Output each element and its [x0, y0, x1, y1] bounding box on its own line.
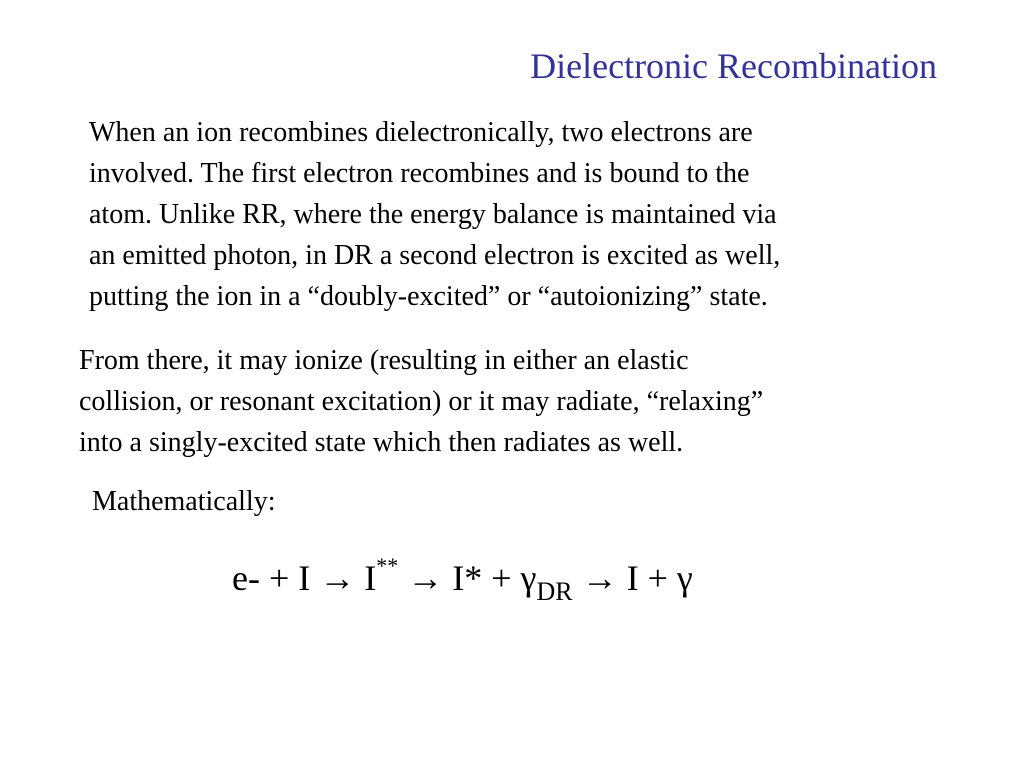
paragraph-line: When an ion recombines dielectronically, two electrons are: [89, 117, 753, 148]
paragraph-line: an emitted photon, in DR a second electron is excited as well,: [89, 240, 781, 271]
paragraph-line: From there, it may ionize (resulting in either an elastic: [79, 345, 689, 376]
paragraph-line: putting the ion in a “doubly-excited” or “autoionizing” state.: [89, 281, 768, 312]
equation-part: I: [355, 558, 377, 598]
slide-title: Dielectronic Recombination: [530, 46, 937, 86]
math-label: Mathematically:: [92, 486, 276, 517]
equation-part: e- + I: [232, 558, 320, 598]
paragraph-dr-description: [89, 112, 780, 317]
equation-part: I* + γ: [443, 558, 537, 598]
arrow-symbol: →: [581, 558, 618, 598]
paragraph-line: involved. The first electron recombines and is bound to the: [89, 158, 750, 189]
equation-part: I + γ: [617, 558, 693, 598]
paragraph-line: collision, or resonant excitation) or it may radiate, “relaxing”: [79, 386, 764, 417]
paragraph-line: into a singly-excited state which then radiates as well.: [79, 427, 684, 458]
paragraph-outcomes: [79, 340, 763, 463]
equation-superscript: **: [376, 553, 399, 578]
arrow-symbol: →: [319, 558, 356, 598]
equation-part: [573, 558, 582, 598]
arrow-symbol: →: [407, 558, 444, 598]
equation-part: [398, 558, 407, 598]
equation: [232, 546, 693, 614]
equation-subscript: DR: [536, 577, 573, 607]
paragraph-line: atom. Unlike RR, where the energy balance is maintained via: [89, 199, 777, 230]
